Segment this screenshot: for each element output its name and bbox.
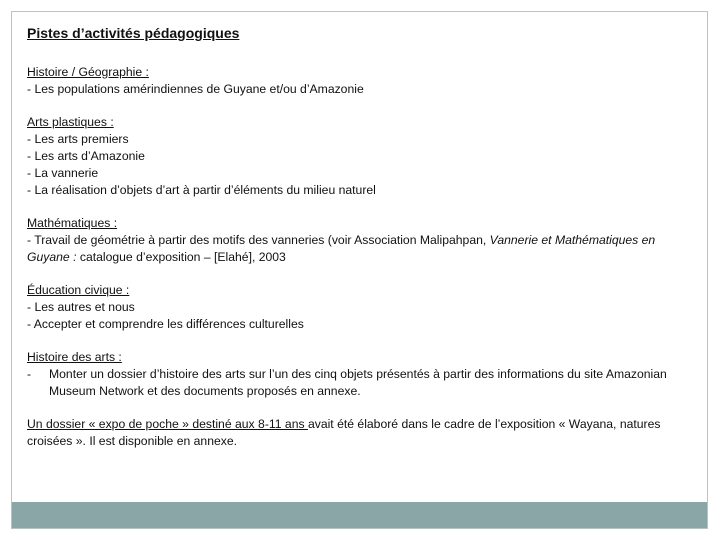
list-item: - La vannerie bbox=[27, 166, 99, 180]
book-title: Vannerie et Mathématiques en Guyane : bbox=[27, 233, 656, 264]
section-heading: Mathématiques : bbox=[27, 216, 118, 230]
list-item: - Les arts d’Amazonie bbox=[27, 149, 145, 163]
list-item bbox=[27, 366, 692, 400]
section-education-civique bbox=[27, 282, 692, 333]
bullet-dash: - bbox=[27, 367, 32, 381]
math-text-end: catalogue d’exposition – [Elahé], 2003 bbox=[76, 250, 286, 264]
section-heading: Arts plastiques : bbox=[27, 115, 114, 129]
bullet-text: Monter un dossier d’histoire des arts sur l’un des cinq objets présentés à partir des informations du site Amazonian Museum Network et des documents proposés en annexe. bbox=[49, 367, 667, 398]
section-histoire-des-arts bbox=[27, 349, 692, 400]
closing-text: avait été élaboré dans le cadre de l’exposition « Wayana, natures croisées ». Il est disponible en annexe. bbox=[27, 417, 661, 448]
section-mathematiques bbox=[27, 215, 692, 266]
list-item bbox=[27, 232, 692, 266]
slide-content bbox=[27, 24, 692, 466]
section-arts-plastiques bbox=[27, 114, 692, 199]
list-item: - La réalisation d’objets d’art à partir d’éléments du milieu naturel bbox=[27, 183, 376, 197]
closing-note bbox=[27, 416, 692, 450]
list-item: - Les arts premiers bbox=[27, 132, 129, 146]
list-item: - Les populations amérindiennes de Guyane et/ou d’Amazonie bbox=[27, 82, 364, 96]
math-text: - Travail de géométrie à partir des motifs des vanneries (voir Association Malipahpan, bbox=[27, 233, 490, 247]
section-heading: Histoire / Géographie : bbox=[27, 65, 149, 79]
list-item: - Accepter et comprendre les différences culturelles bbox=[27, 317, 304, 331]
section-histoire-geographie bbox=[27, 64, 692, 98]
closing-underlined: Un dossier « expo de poche » destiné aux 8-11 ans bbox=[27, 417, 308, 431]
list-item: - Les autres et nous bbox=[27, 300, 135, 314]
slide bbox=[11, 11, 708, 529]
footer-bar bbox=[12, 502, 707, 528]
section-heading: Éducation civique : bbox=[27, 283, 130, 297]
section-heading: Histoire des arts : bbox=[27, 350, 122, 364]
page-title: Pistes d’activités pédagogiques bbox=[27, 25, 240, 41]
